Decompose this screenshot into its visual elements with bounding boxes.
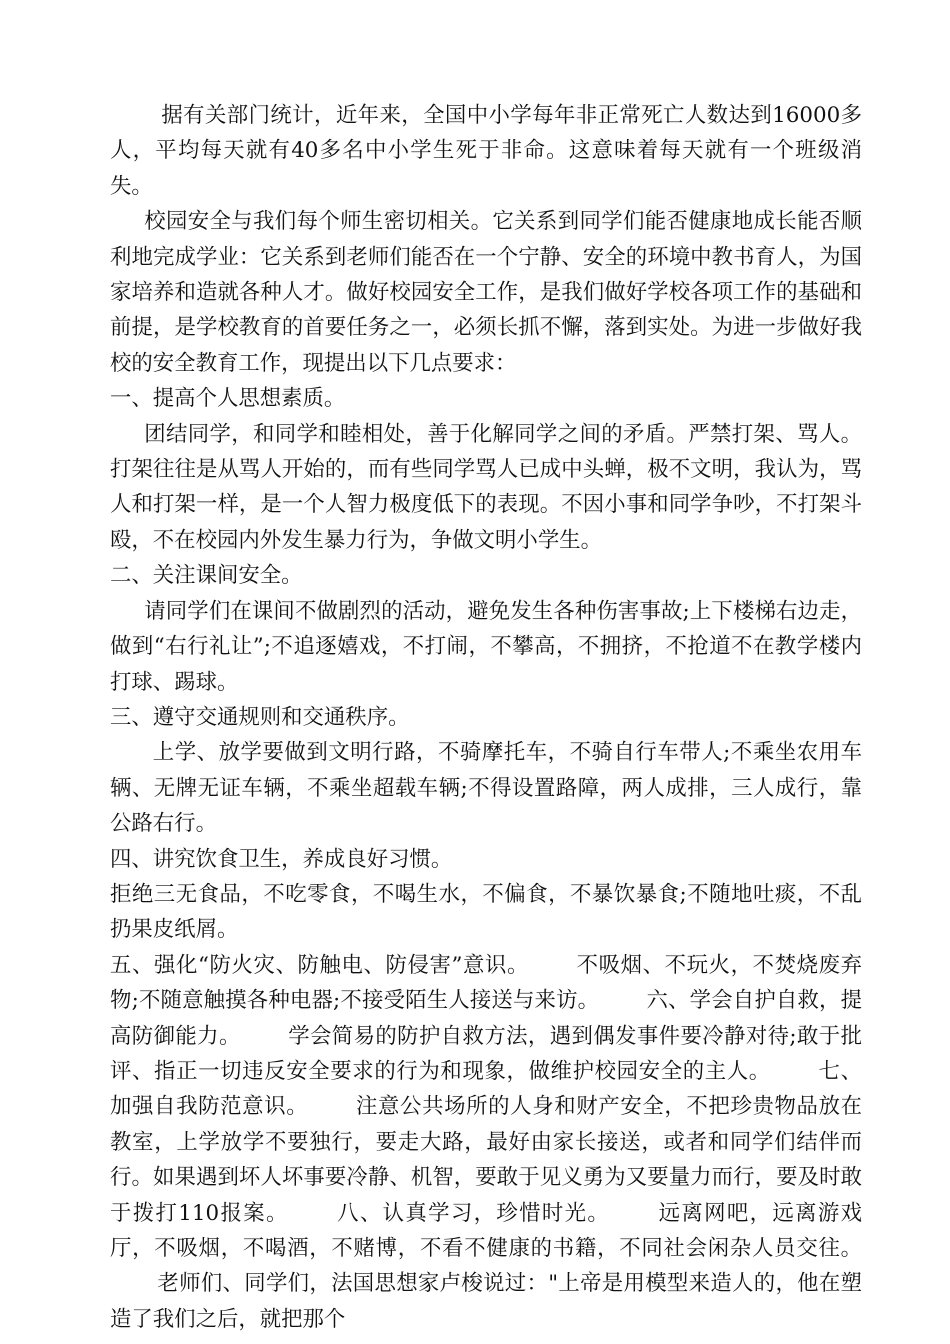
heading-7: 七、加强自我防范意识。: [110, 1058, 862, 1120]
paragraph-closing: 老师们、同学们，法国思想家卢梭说过："上帝是用模型来造人的，他在塑造了我们之后，就把那个: [110, 1271, 862, 1332]
heading-3: 三、遵守交通规则和交通秩序。: [110, 704, 410, 730]
paragraph-statistics: 据有关部门统计，近年来，全国中小学每年非正常死亡人数达到16000多人，平均每天就有40多名中小学生死于非命。这意味着每天就有一个班级消失。: [110, 103, 862, 199]
document-page: [110, 98, 862, 1337]
paragraph-self-defense: 注意公共场所的人身和财产安全，不把珍贵物品放在教室，上学放学不要独行，要走大路，最好由家长接送，或者和同学们结伴而行。如果遇到坏人坏事要冷静、机智，要敢于见义勇为又要量力而行，要及时敢于拨打110报案。: [110, 1094, 862, 1226]
heading-6: 六、学会自护自救，提高防御能力。: [110, 988, 862, 1049]
paragraph-traffic: 上学、放学要做到文明行路，不骑摩托车，不骑自行车带人;不乘坐农用车辆、无牌无证车辆，不乘坐超载车辆;不得设置路障，两人成排，三人成行，靠公路右行。: [110, 740, 862, 837]
paragraph-food: 拒绝三无食品，不吃零食，不喝生水，不偏食，不暴饮暴食;不随地吐痰，不乱扔果皮纸屑。: [110, 881, 862, 943]
heading-4: 四、讲究饮食卫生，养成良好习惯。: [110, 846, 453, 872]
paragraph-break-safety: 请同学们在课间不做剧烈的活动，避免发生各种伤害事故;上下楼梯右边走，做到“右行礼让”;不追逐嬉戏，不打闹，不攀高，不拥挤，不抢道不在教学楼内打球、踢球。: [110, 598, 862, 695]
heading-2: 二、关注课间安全。: [110, 563, 303, 589]
heading-8: 八、认真学习，珍惜时光。: [335, 1200, 611, 1226]
heading-5: 五、强化“防火灾、防触电、防侵害”意识。: [110, 952, 529, 978]
paragraph-campus-safety: 校园安全与我们每个师生密切相关。它关系到同学们能否健康地成长能否顺利地完成学业：它关系到老师们能否在一个宁静、安全的环境中教书育人，为国家培养和造就各种人才。做好校园安全工作，是我们做好学校各项工作的基础和前提，是学校教育的首要任务之一，必须长抓不懈，落到实处。为进一步做好我校的安全教育工作，现提出以下几点要求：: [110, 209, 862, 376]
paragraph-self-rescue: 学会简易的防护自救方法，遇到偶发事件要冷静对待;敢于批评、指正一切违反安全要求的行为和现象，做维护校园安全的主人。: [110, 1023, 862, 1084]
paragraph-study: 远离网吧，远离游戏厅，不吸烟，不喝酒，不赌博，不看不健康的书籍，不同社会闲杂人员交往。: [110, 1200, 862, 1261]
paragraph-unity: 团结同学，和同学和睦相处，善于化解同学之间的矛盾。严禁打架、骂人。打架往往是从骂人开始的，而有些同学骂人已成中头蝉，极不文明，我认为，骂人和打架一样，是一个人智力极度低下的表现。不因小事和同学争吵，不打架斗殴，不在校园内外发生暴力行为，争做文明小学生。: [110, 421, 862, 553]
paragraph-combined: [110, 948, 862, 1337]
paragraph-fire: 不吸烟、不玩火，不焚烧废弃物;不随意触摸各种电器;不接受陌生人接送与来访。: [110, 952, 862, 1014]
heading-1: 一、提高个人思想素质。: [110, 386, 346, 412]
